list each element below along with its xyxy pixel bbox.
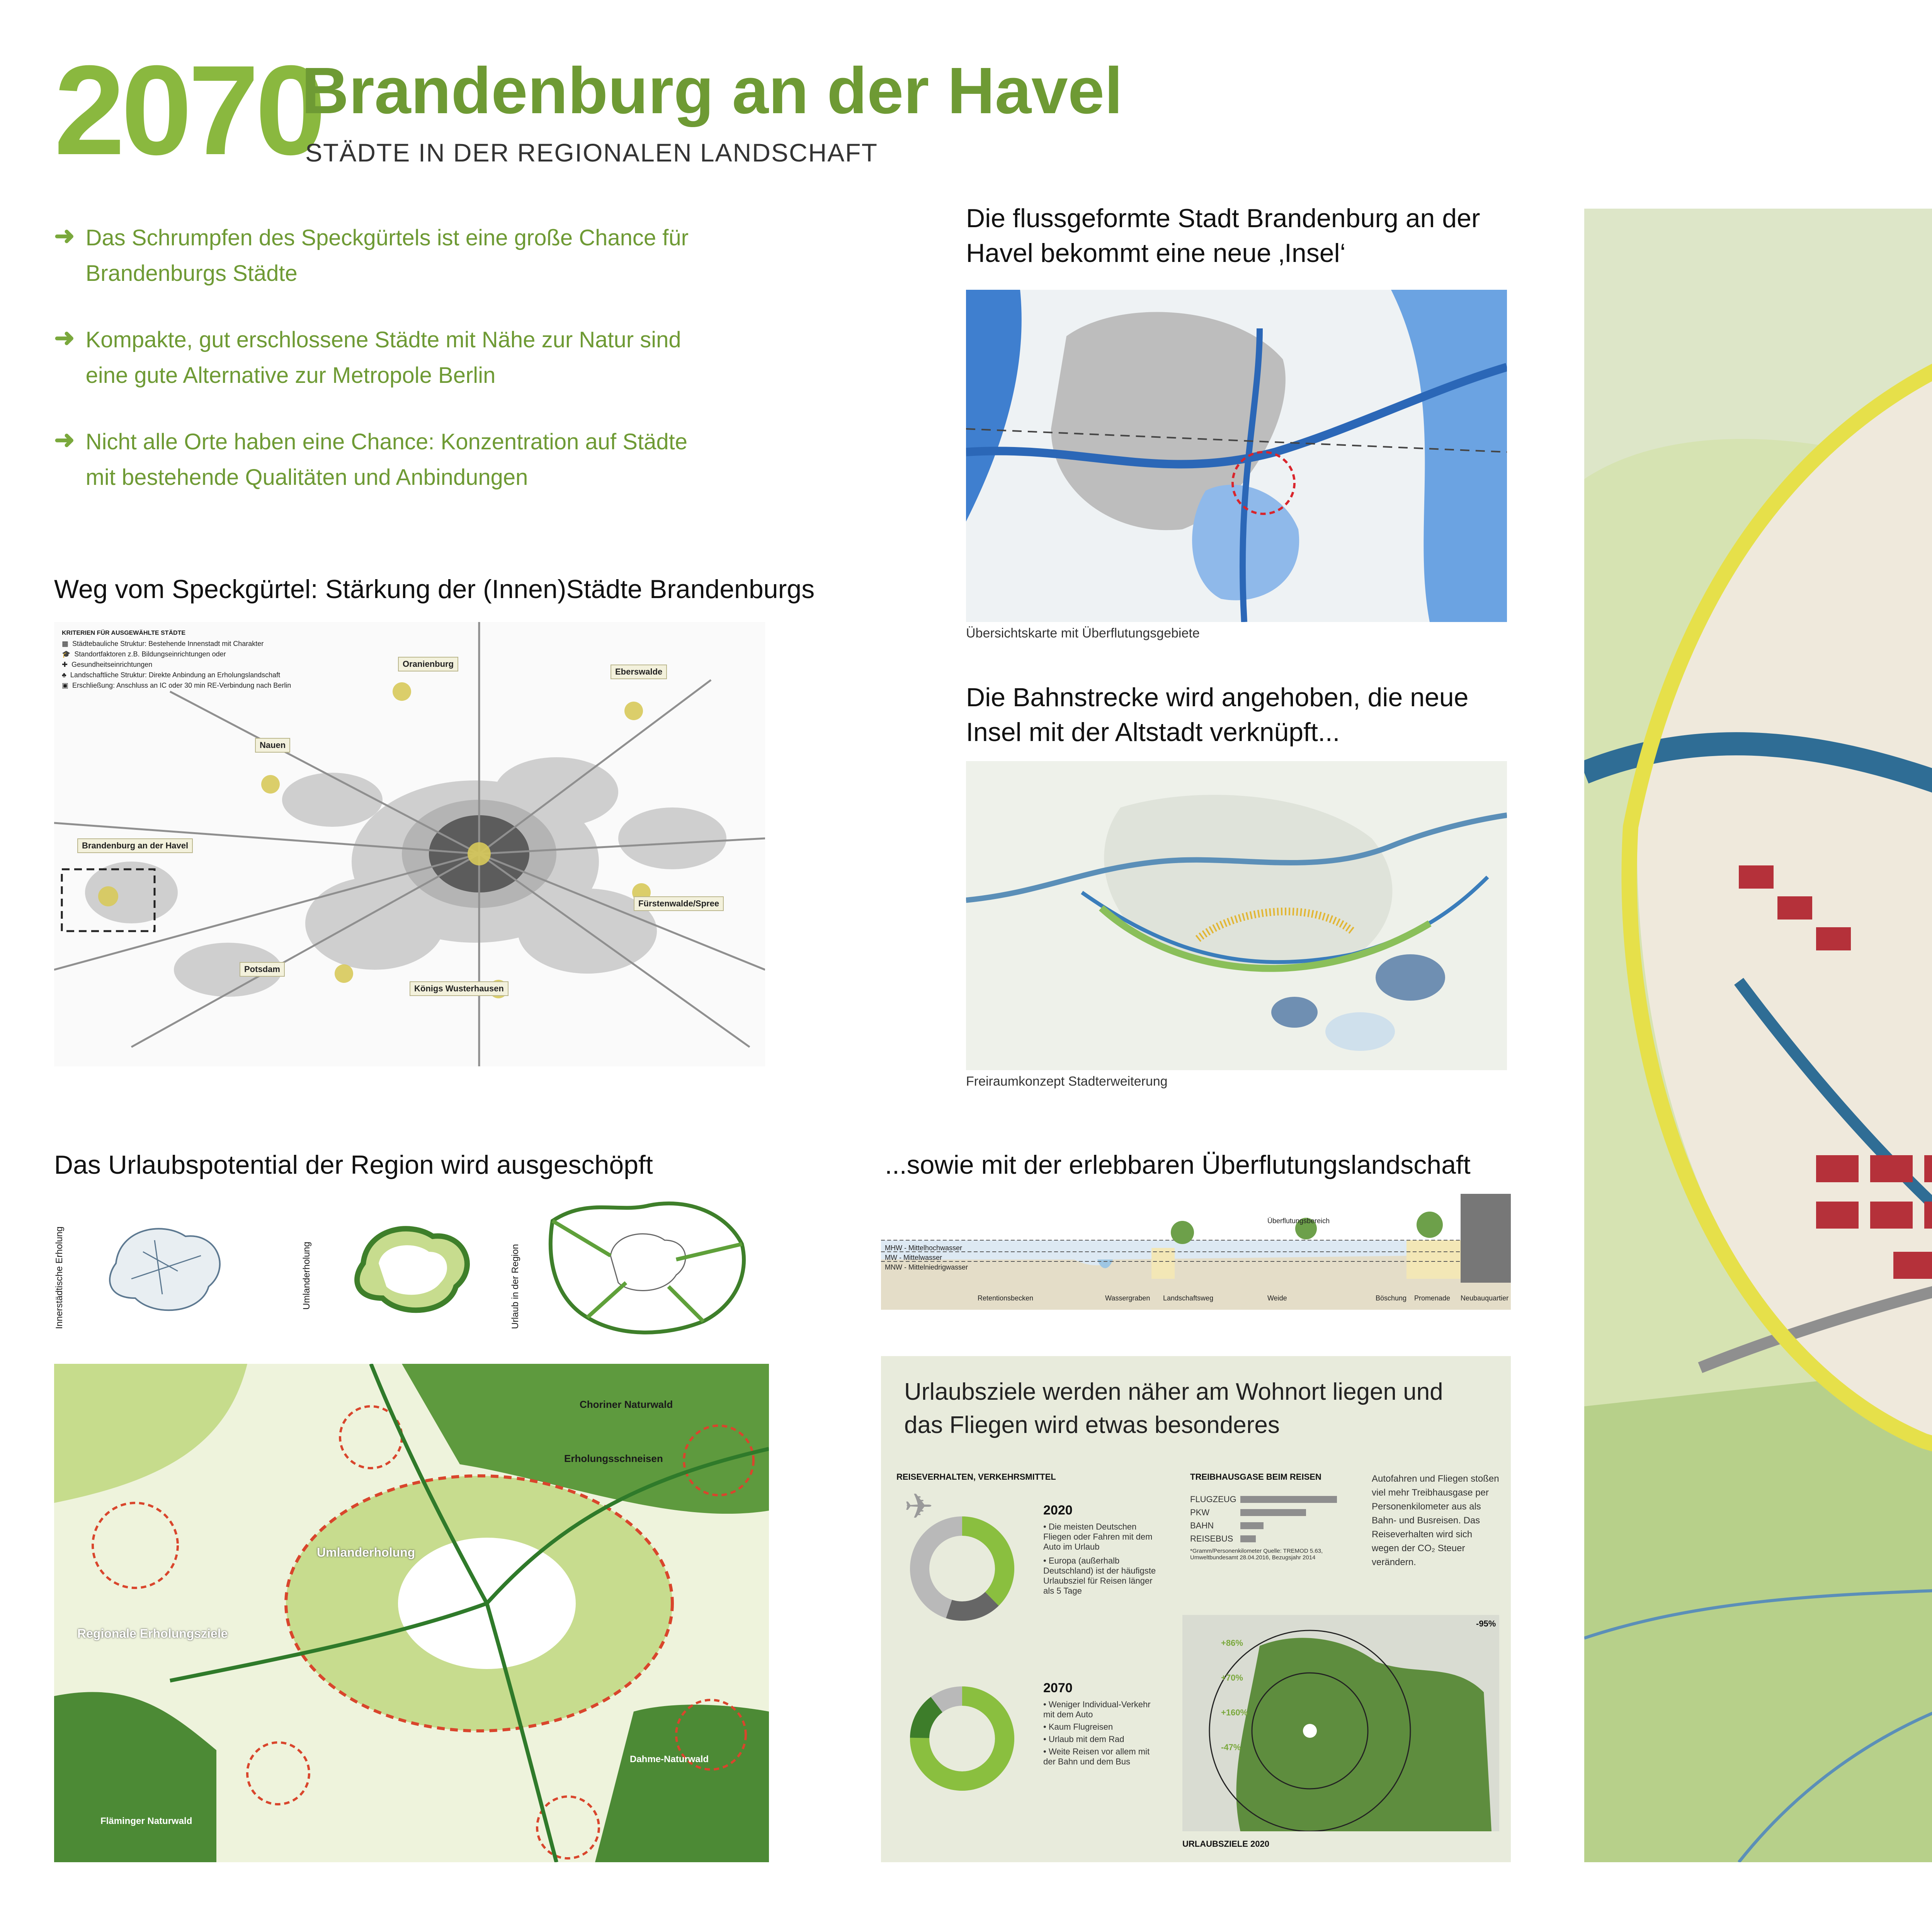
arrow-right-icon: ➜ xyxy=(54,426,75,454)
concept-map-caption: Freiraumkonzept Stadterweiterung xyxy=(966,1074,1168,1089)
surrounding-recreation-diagram xyxy=(332,1205,495,1321)
city-label: Brandenburg an der Havel xyxy=(77,838,193,853)
year-2070: 2070 xyxy=(1043,1681,1073,1695)
regional-holiday-diagram xyxy=(541,1190,757,1344)
flood-map-caption: Übersichtskarte mit Überflutungsgebiete xyxy=(966,626,1200,641)
list-item: • Europa (außerhalb Deutschland) ist der häufigste Urlaubsziel für Reisen länger als 5 Tage xyxy=(1043,1556,1156,1596)
urlaub-diagrams xyxy=(54,1190,769,1352)
transport-donut-charts xyxy=(896,1491,1028,1824)
col1-heading: REISEVERHALTEN, VERKEHRSMITTEL xyxy=(896,1472,1056,1482)
list-item: • Urlaub mit dem Rad xyxy=(1043,1734,1124,1744)
arrow-right-icon: ➜ xyxy=(54,324,75,352)
statement-text: Das Schrumpfen des Speckgürtels ist eine große Chance für Brandenburgs Städte xyxy=(85,225,689,286)
page-subtitle: STÄDTE IN DER REGIONALEN LANDSCHAFT xyxy=(305,138,878,167)
section-graphic xyxy=(881,1194,1511,1310)
regional-recreation-map xyxy=(54,1364,769,1862)
travel-infographic xyxy=(881,1356,1511,1862)
open-space-concept-map xyxy=(966,761,1507,1070)
section-label: Retentionsbecken xyxy=(978,1294,1034,1302)
section-label: MNW - Mittelniedrigwasser xyxy=(885,1263,968,1271)
list-item: • Kaum Flugreisen xyxy=(1043,1722,1113,1732)
year-2020: 2020 xyxy=(1043,1503,1073,1518)
region-label: Erholungsschneisen xyxy=(564,1453,663,1464)
city-label: Eberswalde xyxy=(611,665,667,679)
arrow-right-icon: ➜ xyxy=(54,222,75,250)
list-item: • Weniger Individual-Verkehr mit dem Auto xyxy=(1043,1700,1151,1719)
diagram-label: Innerstädtische Erholung xyxy=(54,1226,65,1329)
section-label: Böschung xyxy=(1376,1294,1407,1302)
region-label: Choriner Naturwald xyxy=(580,1399,673,1410)
bahn-title: Die Bahnstrecke wird angehoben, die neue Insel mit der Altstadt verknüpft... xyxy=(966,683,1469,747)
statement-item xyxy=(54,322,711,393)
graduation-cap-icon: 🎓 xyxy=(62,650,71,658)
region-label: Dahme-Naturwald xyxy=(630,1754,709,1764)
map-figure: -47% xyxy=(1221,1742,1241,1752)
map-figure: +70% xyxy=(1221,1673,1243,1683)
statement-item xyxy=(54,424,711,495)
map-figure: +86% xyxy=(1221,1638,1243,1648)
emission-bars: FLUGZEUG PKW BAHN REISEBUS *Gramm/Personenkilometer Quelle: TREMOD 5.63, Umweltbundesamt 28.04.2016, Bezugsjahr 2014 xyxy=(1190,1491,1345,1561)
region-cities-map xyxy=(54,622,765,1066)
infographic-title: Urlaubsziele werden näher am Wohnort liegen und das Fliegen wird etwas besonderes xyxy=(904,1378,1443,1438)
section-label: MHW - Mittelhochwasser xyxy=(885,1244,963,1252)
year-block-2020 xyxy=(1043,1503,1159,1596)
map-caption: URLAUBSZIELE 2020 xyxy=(1182,1839,1269,1849)
legend-item: ✚ Gesundheitseinrichtungen xyxy=(62,661,153,668)
region-label: Umlanderholung xyxy=(317,1545,415,1559)
masterplan-map xyxy=(1584,209,1932,1862)
recreation-map-graphic xyxy=(54,1364,769,1862)
key-statements xyxy=(54,220,711,495)
legend-item: ▦ Städtebauliche Struktur: Bestehende Innenstadt mit Charakter xyxy=(62,640,264,648)
section-label: MW - Mittelwasser xyxy=(885,1254,942,1261)
city-label: Nauen xyxy=(255,738,290,753)
legend-item: 🎓 Standortfaktoren z.B. Bildungseinrichtungen oder xyxy=(62,650,226,658)
building-icon: ▦ xyxy=(62,640,69,648)
flood-overview-map xyxy=(966,290,1507,622)
col2-heading: TREIBHAUSGASE BEIM REISEN xyxy=(1190,1472,1321,1482)
speckguertel-title: Weg vom Speckgürtel: Stärkung der (Innen)Städte Brandenburgs xyxy=(54,575,815,604)
page-title: Brandenburg an der Havel xyxy=(301,54,1123,127)
ueberflutung-title: ...sowie mit der erlebbaren Überflutungslandschaft xyxy=(885,1150,1471,1180)
region-label: Fläminger Naturwald xyxy=(100,1816,192,1826)
legend-item: ▣ Erschließung: Anschluss an IC oder 30 min RE-Verbindung nach Berlin xyxy=(62,682,291,689)
urlaub-title: Das Urlaubspotential der Region wird ausgeschöpft xyxy=(54,1150,653,1180)
map-figure: +160% xyxy=(1221,1708,1248,1717)
section-label: Weide xyxy=(1267,1294,1287,1302)
emission-explanation: Autofahren und Fliegen stoßen viel mehr Treibhausgase per Personenkilometer aus als Bahn- und Busreisen. Das Reiseverhalten wird sich wegen der CO₂ Steuer verändern. xyxy=(1372,1474,1499,1567)
legend-item: ♣ Landschaftliche Struktur: Direkte Anbindung an Erholungslandschaft xyxy=(62,671,281,679)
section-label: Wassergraben xyxy=(1105,1294,1150,1302)
section-label: Landschaftsweg xyxy=(1163,1294,1214,1302)
train-icon: ▣ xyxy=(62,682,69,689)
region-label: Regionale Erholungsziele xyxy=(77,1627,228,1640)
legend-heading: KRITERIEN FÜR AUSGEWÄHLTE STÄDTE xyxy=(62,630,185,636)
map-legend xyxy=(62,630,301,692)
tree-icon: ♣ xyxy=(62,671,66,679)
diagram-label: Umlanderholung xyxy=(301,1241,312,1310)
insel-title: Die flussgeformte Stadt Brandenburg an der Havel bekommt eine neue ‚Insel‘ xyxy=(966,204,1480,268)
flood-map-graphic xyxy=(966,290,1507,622)
statement-item xyxy=(54,220,711,291)
map-figure: -95% xyxy=(1476,1619,1496,1628)
statement-text: Nicht alle Orte haben eine Chance: Konzentration auf Städte mit bestehende Qualitäten und Anbindungen xyxy=(85,429,687,490)
city-label: Königs Wusterhausen xyxy=(410,981,509,996)
city-label: Oranienburg xyxy=(398,657,458,671)
city-label: Fürstenwalde/Spree xyxy=(634,896,724,911)
airplane-icon: ✈ xyxy=(904,1491,934,1526)
header xyxy=(54,39,1123,185)
floodplain-section-diagram xyxy=(881,1194,1511,1310)
section-label: Neubauquartier xyxy=(1461,1294,1509,1302)
section-label: Promenade xyxy=(1414,1294,1451,1302)
year-block-2070 xyxy=(1043,1681,1159,1767)
list-item: • Die meisten Deutschen Fliegen oder Fahren mit dem Auto im Urlaub xyxy=(1043,1522,1153,1552)
medical-cross-icon: ✚ xyxy=(62,661,68,668)
inner-recreation-diagram xyxy=(85,1205,247,1321)
statement-text: Kompakte, gut erschlossene Städte mit Nähe zur Natur sind eine gute Alternative zur Metropole Berlin xyxy=(85,327,681,388)
masterplan-graphic xyxy=(1584,209,1932,1862)
concept-map-graphic xyxy=(966,761,1507,1070)
diagram-label: Urlaub in der Region xyxy=(510,1244,520,1329)
city-label: Potsdam xyxy=(240,962,285,977)
section-label: Überflutungsbereich xyxy=(1267,1217,1330,1225)
year-heading: 2070 xyxy=(54,39,323,181)
list-item: • Weite Reisen vor allem mit der Bahn und dem Bus xyxy=(1043,1747,1150,1766)
